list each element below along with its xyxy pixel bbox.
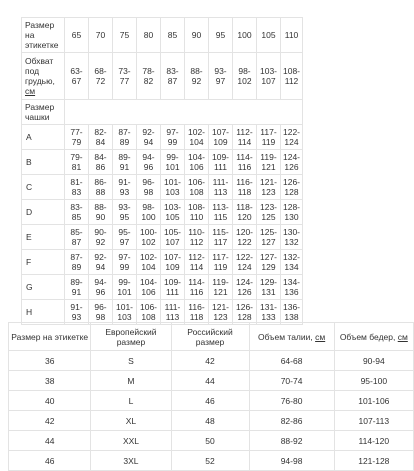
bust-range-cell: 116-118 bbox=[185, 300, 209, 325]
bust-range-cell: 134-136 bbox=[281, 275, 303, 300]
underbust-cell: 68-72 bbox=[89, 53, 113, 100]
bust-range-cell: 101-103 bbox=[161, 175, 185, 200]
underbust-cell: 93-97 bbox=[209, 53, 233, 100]
header-label-size: Размер на этикетке bbox=[9, 323, 91, 351]
bust-range-cell: 117-119 bbox=[209, 250, 233, 275]
size-cell-hips: 95-100 bbox=[334, 371, 413, 391]
cup-letter: H bbox=[22, 300, 65, 325]
size-cell-ru: 46 bbox=[171, 391, 249, 411]
cup-letter: G bbox=[22, 275, 65, 300]
cup-row bbox=[22, 200, 303, 225]
underbust-cell: 103-107 bbox=[257, 53, 281, 100]
size-cell-waist: 82-86 bbox=[249, 411, 334, 431]
bust-range-cell: 124-126 bbox=[281, 150, 303, 175]
bust-range-cell: 116-118 bbox=[233, 175, 257, 200]
bust-range-cell: 95-97 bbox=[113, 225, 137, 250]
bust-range-cell: 128-130 bbox=[281, 200, 303, 225]
bust-range-cell: 100-102 bbox=[137, 225, 161, 250]
size-cell-hips: 121-128 bbox=[334, 451, 413, 471]
bust-range-cell: 96-98 bbox=[89, 300, 113, 325]
cup-letter: E bbox=[22, 225, 65, 250]
header-waist: Объем талии, см bbox=[249, 323, 334, 351]
bust-range-cell: 102-104 bbox=[185, 125, 209, 150]
bra-size-table bbox=[21, 17, 303, 325]
size-row bbox=[9, 391, 414, 411]
bust-range-cell: 108-110 bbox=[185, 200, 209, 225]
cup-row bbox=[22, 275, 303, 300]
bust-range-cell: 111-113 bbox=[209, 175, 233, 200]
cup-row bbox=[22, 250, 303, 275]
bust-range-cell: 124-126 bbox=[233, 275, 257, 300]
header-eu-size: Европейский размер bbox=[91, 323, 171, 351]
underbust-cell: 78-82 bbox=[137, 53, 161, 100]
bust-range-cell: 91-93 bbox=[113, 175, 137, 200]
cup-letter: C bbox=[22, 175, 65, 200]
bust-range-cell: 92-94 bbox=[137, 125, 161, 150]
bust-range-cell: 123-125 bbox=[257, 200, 281, 225]
cup-size-label: Размер чашки bbox=[22, 100, 65, 125]
bust-range-cell: 118-120 bbox=[233, 200, 257, 225]
cup-letter: B bbox=[22, 150, 65, 175]
bust-range-cell: 122-124 bbox=[233, 250, 257, 275]
bust-range-cell: 111-113 bbox=[161, 300, 185, 325]
cup-size-header-spacer bbox=[65, 100, 303, 125]
bust-range-cell: 87-89 bbox=[65, 250, 89, 275]
underbust-row bbox=[22, 53, 303, 100]
size-cell-waist: 70-74 bbox=[249, 371, 334, 391]
bust-range-cell: 81-83 bbox=[65, 175, 89, 200]
bust-range-cell: 94-96 bbox=[137, 150, 161, 175]
bust-range-cell: 104-106 bbox=[185, 150, 209, 175]
bust-range-cell: 107-109 bbox=[161, 250, 185, 275]
size-cell-label: 46 bbox=[9, 451, 91, 471]
cup-row bbox=[22, 125, 303, 150]
bust-range-cell: 107-109 bbox=[209, 125, 233, 150]
cup-row bbox=[22, 300, 303, 325]
band-size-cell: 85 bbox=[161, 18, 185, 53]
size-row bbox=[9, 431, 414, 451]
bust-range-cell: 82-84 bbox=[89, 125, 113, 150]
bust-range-cell: 83-85 bbox=[65, 200, 89, 225]
underbust-cell: 98-102 bbox=[233, 53, 257, 100]
bust-range-cell: 114-116 bbox=[233, 150, 257, 175]
bust-range-cell: 98-100 bbox=[137, 200, 161, 225]
cup-row bbox=[22, 175, 303, 200]
band-size-cell: 110 bbox=[281, 18, 303, 53]
size-cell-ru: 42 bbox=[171, 351, 249, 371]
size-cell-label: 36 bbox=[9, 351, 91, 371]
bust-range-cell: 127-129 bbox=[257, 250, 281, 275]
size-row bbox=[9, 411, 414, 431]
size-cell-label: 44 bbox=[9, 431, 91, 451]
band-size-cell: 105 bbox=[257, 18, 281, 53]
size-row bbox=[9, 371, 414, 391]
size-table-header-row bbox=[9, 323, 414, 351]
bust-range-cell: 125-127 bbox=[257, 225, 281, 250]
underbust-cell: 108-112 bbox=[281, 53, 303, 100]
band-size-cell: 65 bbox=[65, 18, 89, 53]
size-cell-waist: 64-68 bbox=[249, 351, 334, 371]
band-size-row bbox=[22, 18, 303, 53]
bust-range-cell: 126-128 bbox=[233, 300, 257, 325]
cup-size-header-row bbox=[22, 100, 303, 125]
bust-range-cell: 129-131 bbox=[257, 275, 281, 300]
size-cell-eu: XXL bbox=[91, 431, 171, 451]
size-cell-label: 40 bbox=[9, 391, 91, 411]
bust-range-cell: 87-89 bbox=[113, 125, 137, 150]
size-cell-ru: 50 bbox=[171, 431, 249, 451]
bust-range-cell: 112-114 bbox=[185, 250, 209, 275]
bust-range-cell: 130-132 bbox=[281, 225, 303, 250]
bust-range-cell: 114-116 bbox=[185, 275, 209, 300]
bust-range-cell: 136-138 bbox=[281, 300, 303, 325]
bust-range-cell: 115-117 bbox=[209, 225, 233, 250]
bust-range-cell: 119-121 bbox=[257, 150, 281, 175]
size-cell-ru: 48 bbox=[171, 411, 249, 431]
bust-range-cell: 113-115 bbox=[209, 200, 233, 225]
bust-range-cell: 77-79 bbox=[65, 125, 89, 150]
size-cell-eu: L bbox=[91, 391, 171, 411]
bust-range-cell: 86-88 bbox=[89, 175, 113, 200]
size-cell-waist: 76-80 bbox=[249, 391, 334, 411]
bust-range-cell: 106-108 bbox=[185, 175, 209, 200]
band-size-label: Размер на этикетке bbox=[22, 18, 65, 53]
bust-range-cell: 109-111 bbox=[209, 150, 233, 175]
bust-range-cell: 117-119 bbox=[257, 125, 281, 150]
size-cell-ru: 44 bbox=[171, 371, 249, 391]
size-cell-hips: 90-94 bbox=[334, 351, 413, 371]
size-cell-hips: 101-106 bbox=[334, 391, 413, 411]
cup-row bbox=[22, 150, 303, 175]
bust-range-cell: 96-98 bbox=[137, 175, 161, 200]
size-cell-hips: 114-120 bbox=[334, 431, 413, 451]
bust-range-cell: 110-112 bbox=[185, 225, 209, 250]
band-size-cell: 90 bbox=[185, 18, 209, 53]
bust-range-cell: 101-103 bbox=[113, 300, 137, 325]
band-size-cell: 75 bbox=[113, 18, 137, 53]
bust-range-cell: 131-133 bbox=[257, 300, 281, 325]
bust-range-cell: 122-124 bbox=[281, 125, 303, 150]
size-cell-eu: 3XL bbox=[91, 451, 171, 471]
size-cell-waist: 94-98 bbox=[249, 451, 334, 471]
cup-letter: F bbox=[22, 250, 65, 275]
size-cell-hips: 107-113 bbox=[334, 411, 413, 431]
bust-range-cell: 97-99 bbox=[161, 125, 185, 150]
bust-range-cell: 119-121 bbox=[209, 275, 233, 300]
clothing-size-table bbox=[8, 322, 414, 471]
bust-range-cell: 93-95 bbox=[113, 200, 137, 225]
bust-range-cell: 132-134 bbox=[281, 250, 303, 275]
bust-range-cell: 79-81 bbox=[65, 150, 89, 175]
bust-range-cell: 99-101 bbox=[113, 275, 137, 300]
underbust-cell: 88-92 bbox=[185, 53, 209, 100]
band-size-cell: 80 bbox=[137, 18, 161, 53]
band-size-cell: 100 bbox=[233, 18, 257, 53]
band-size-cell: 70 bbox=[89, 18, 113, 53]
size-row bbox=[9, 351, 414, 371]
size-cell-eu: M bbox=[91, 371, 171, 391]
band-size-cell: 95 bbox=[209, 18, 233, 53]
underbust-cell: 83-87 bbox=[161, 53, 185, 100]
bust-range-cell: 99-101 bbox=[161, 150, 185, 175]
bust-range-cell: 97-99 bbox=[113, 250, 137, 275]
bust-range-cell: 102-104 bbox=[137, 250, 161, 275]
header-hips: Объем бедер, см bbox=[334, 323, 413, 351]
bust-range-cell: 105-107 bbox=[161, 225, 185, 250]
bust-range-cell: 103-105 bbox=[161, 200, 185, 225]
bust-range-cell: 85-87 bbox=[65, 225, 89, 250]
size-cell-eu: XL bbox=[91, 411, 171, 431]
bust-range-cell: 104-106 bbox=[137, 275, 161, 300]
bust-range-cell: 94-96 bbox=[89, 275, 113, 300]
bust-range-cell: 90-92 bbox=[89, 225, 113, 250]
bust-range-cell: 92-94 bbox=[89, 250, 113, 275]
cup-letter: D bbox=[22, 200, 65, 225]
bust-range-cell: 89-91 bbox=[65, 275, 89, 300]
bust-range-cell: 121-123 bbox=[209, 300, 233, 325]
cup-letter: A bbox=[22, 125, 65, 150]
bust-range-cell: 89-91 bbox=[113, 150, 137, 175]
size-cell-label: 38 bbox=[9, 371, 91, 391]
bust-range-cell: 120-122 bbox=[233, 225, 257, 250]
underbust-label: Обхват под грудью, см bbox=[22, 53, 65, 100]
size-cell-ru: 52 bbox=[171, 451, 249, 471]
bust-range-cell: 126-128 bbox=[281, 175, 303, 200]
size-cell-waist: 88-92 bbox=[249, 431, 334, 451]
bust-range-cell: 121-123 bbox=[257, 175, 281, 200]
cup-row bbox=[22, 225, 303, 250]
bust-range-cell: 88-90 bbox=[89, 200, 113, 225]
size-cell-eu: S bbox=[91, 351, 171, 371]
size-row bbox=[9, 451, 414, 471]
bust-range-cell: 112-114 bbox=[233, 125, 257, 150]
bust-range-cell: 91-93 bbox=[65, 300, 89, 325]
header-ru-size: Российский размер bbox=[171, 323, 249, 351]
bust-range-cell: 106-108 bbox=[137, 300, 161, 325]
size-cell-label: 42 bbox=[9, 411, 91, 431]
bust-range-cell: 109-111 bbox=[161, 275, 185, 300]
bust-range-cell: 84-86 bbox=[89, 150, 113, 175]
underbust-cell: 73-77 bbox=[113, 53, 137, 100]
underbust-cell: 63-67 bbox=[65, 53, 89, 100]
